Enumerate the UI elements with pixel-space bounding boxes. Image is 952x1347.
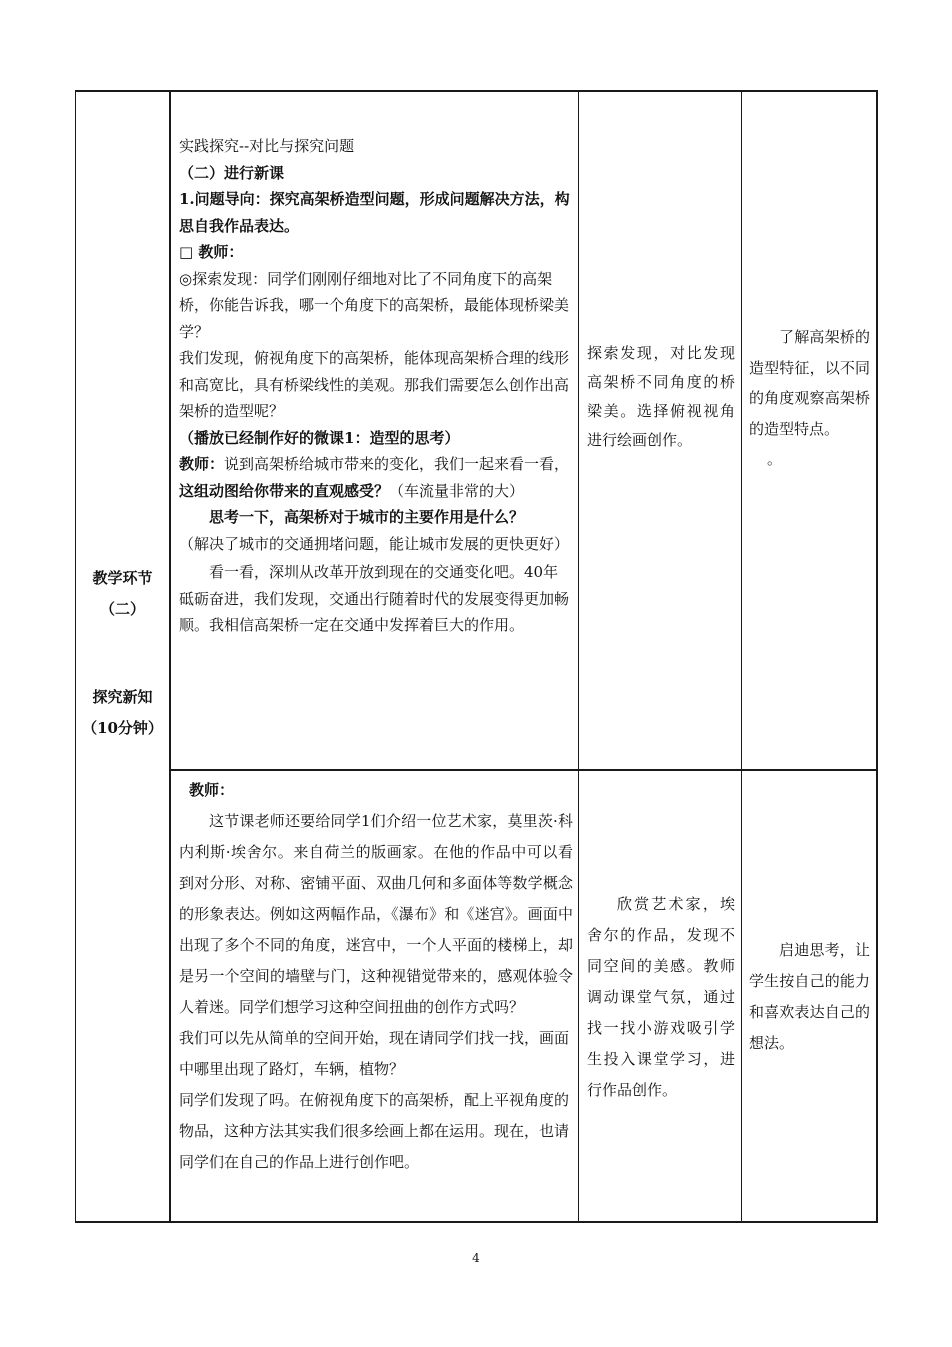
row2-design-intent: 启迪思考，让学生按自己的能力和喜欢表达自己的想法。 — [749, 941, 870, 1052]
row2-teacher-label: 教师： — [189, 781, 235, 799]
row1-intent-cell — [749, 322, 870, 475]
row1-subtitle: 实践探究--对比与探究问题 — [179, 137, 355, 155]
column-divider-2 — [578, 90, 579, 1223]
row-divider — [170, 769, 877, 771]
table-border-top — [75, 90, 878, 92]
section-label-cell — [76, 565, 169, 741]
row2-student-cell — [587, 889, 735, 1106]
row1-microlesson: （播放已经制作好的微课1：造型的思考） — [179, 428, 460, 447]
row2-escher-intro: 这节课老师还要给同学1们介绍一位艺术家，莫里茨·科内利斯·埃舍尔。来自荷兰的版画家。在他的作品中可以看到对分形、对称、密铺平面、双曲几何和多面体等数学概念的形象表达。例如这两幅作品，《瀑布》和《迷宫》。画面中出现了多个不同的角度，迷宫中，一个人平面的楼梯上，却是另一个空间的墙壁与门，这种视错觉带来的，感观体验令人着迷。同学们想学习这种空间扭曲的创作方式吗？ — [179, 812, 573, 1016]
row2-student-activity: 欣赏艺术家，埃舍尔的作品，发现不同空间的美感。教师调动课堂气氛，通过找一找小游戏吸引学生投入课堂学习，进行作品创作。 — [587, 895, 735, 1099]
row1-student-activity: 探索发现，对比发现高架桥不同角度的桥梁美。选择俯视视角进行绘画创作。 — [587, 344, 735, 449]
row1-think: 思考一下，高架桥对于城市的主要作用是什么？ — [209, 508, 525, 526]
row1-think-answer: （解决了城市的交通拥堵问题，能让城市发展的更快更好） — [179, 534, 570, 553]
row1-design-intent: 了解高架桥的造型特征，以不同的角度观察高架桥的造型特点。 — [749, 328, 870, 438]
row1-shenzhen: 看一看，深圳从改革开放到现在的交通变化吧。40年砥砺奋进，我们发现，交通出行随着时代的发展变得更加畅顺。我相信高架桥一定在交通中发挥着巨大的作用。 — [179, 563, 570, 634]
row1-teacher-question-label: 教师： — [179, 455, 225, 473]
row1-teacher-question-bold: 这组动图给你带来的直观感受？ — [179, 481, 390, 500]
table-border-bottom — [75, 1221, 878, 1223]
row2-content-cell — [179, 775, 573, 1178]
row1-problem-guide: 1.问题导向：探究高架桥造型问题，形成问题解决方法，构思自我作品表达。 — [179, 190, 570, 235]
row1-design-intent-dot: 。 — [767, 450, 783, 468]
section-label-line-2: （二） — [99, 599, 145, 618]
column-divider-3 — [741, 90, 742, 1223]
section-label-line-1: 教学环节 — [92, 569, 153, 587]
row1-teacher-label: □ 教师： — [179, 243, 244, 261]
row2-find-task: 我们可以先从简单的空间开始，现在请同学们找一找，画面中哪里出现了路灯，车辆，植物？ — [179, 1029, 570, 1078]
row1-discovery: 我们发现，俯视角度下的高架桥，能体现高架桥合理的线形和高宽比，具有桥梁线性的美观。那我们需要怎么创作出高架桥的造型呢？ — [179, 349, 570, 420]
section-label-line-3: 探究新知 — [92, 688, 153, 706]
row1-content-cell — [179, 133, 573, 639]
section-label-line-4: （10分钟） — [82, 718, 163, 737]
row1-teacher-question-tail: （车流量非常的大） — [389, 481, 525, 500]
row1-explore: ◎探索发现：同学们刚刚仔细地对比了不同角度下的高架桥，你能告诉我，哪一个角度下的高架桥，最能体现桥梁美学？ — [179, 269, 570, 341]
row1-teacher-question-text: 说到高架桥给城市带来的变化，我们一起来看一看， — [224, 455, 570, 473]
row2-intent-cell — [749, 935, 870, 1059]
page-number: 4 — [472, 1251, 480, 1265]
table-border-right — [876, 90, 878, 1223]
row2-method: 同学们发现了吗。在俯视角度下的高架桥，配上平视角度的物品，这种方法其实我们很多绘画上都在运用。现在，也请同学们在自己的作品上进行创作吧。 — [179, 1091, 570, 1171]
column-divider-1 — [169, 90, 171, 1223]
row1-student-cell — [587, 339, 735, 455]
row1-heading: （二）进行新课 — [179, 163, 285, 182]
row1-teacher-question — [179, 451, 573, 504]
